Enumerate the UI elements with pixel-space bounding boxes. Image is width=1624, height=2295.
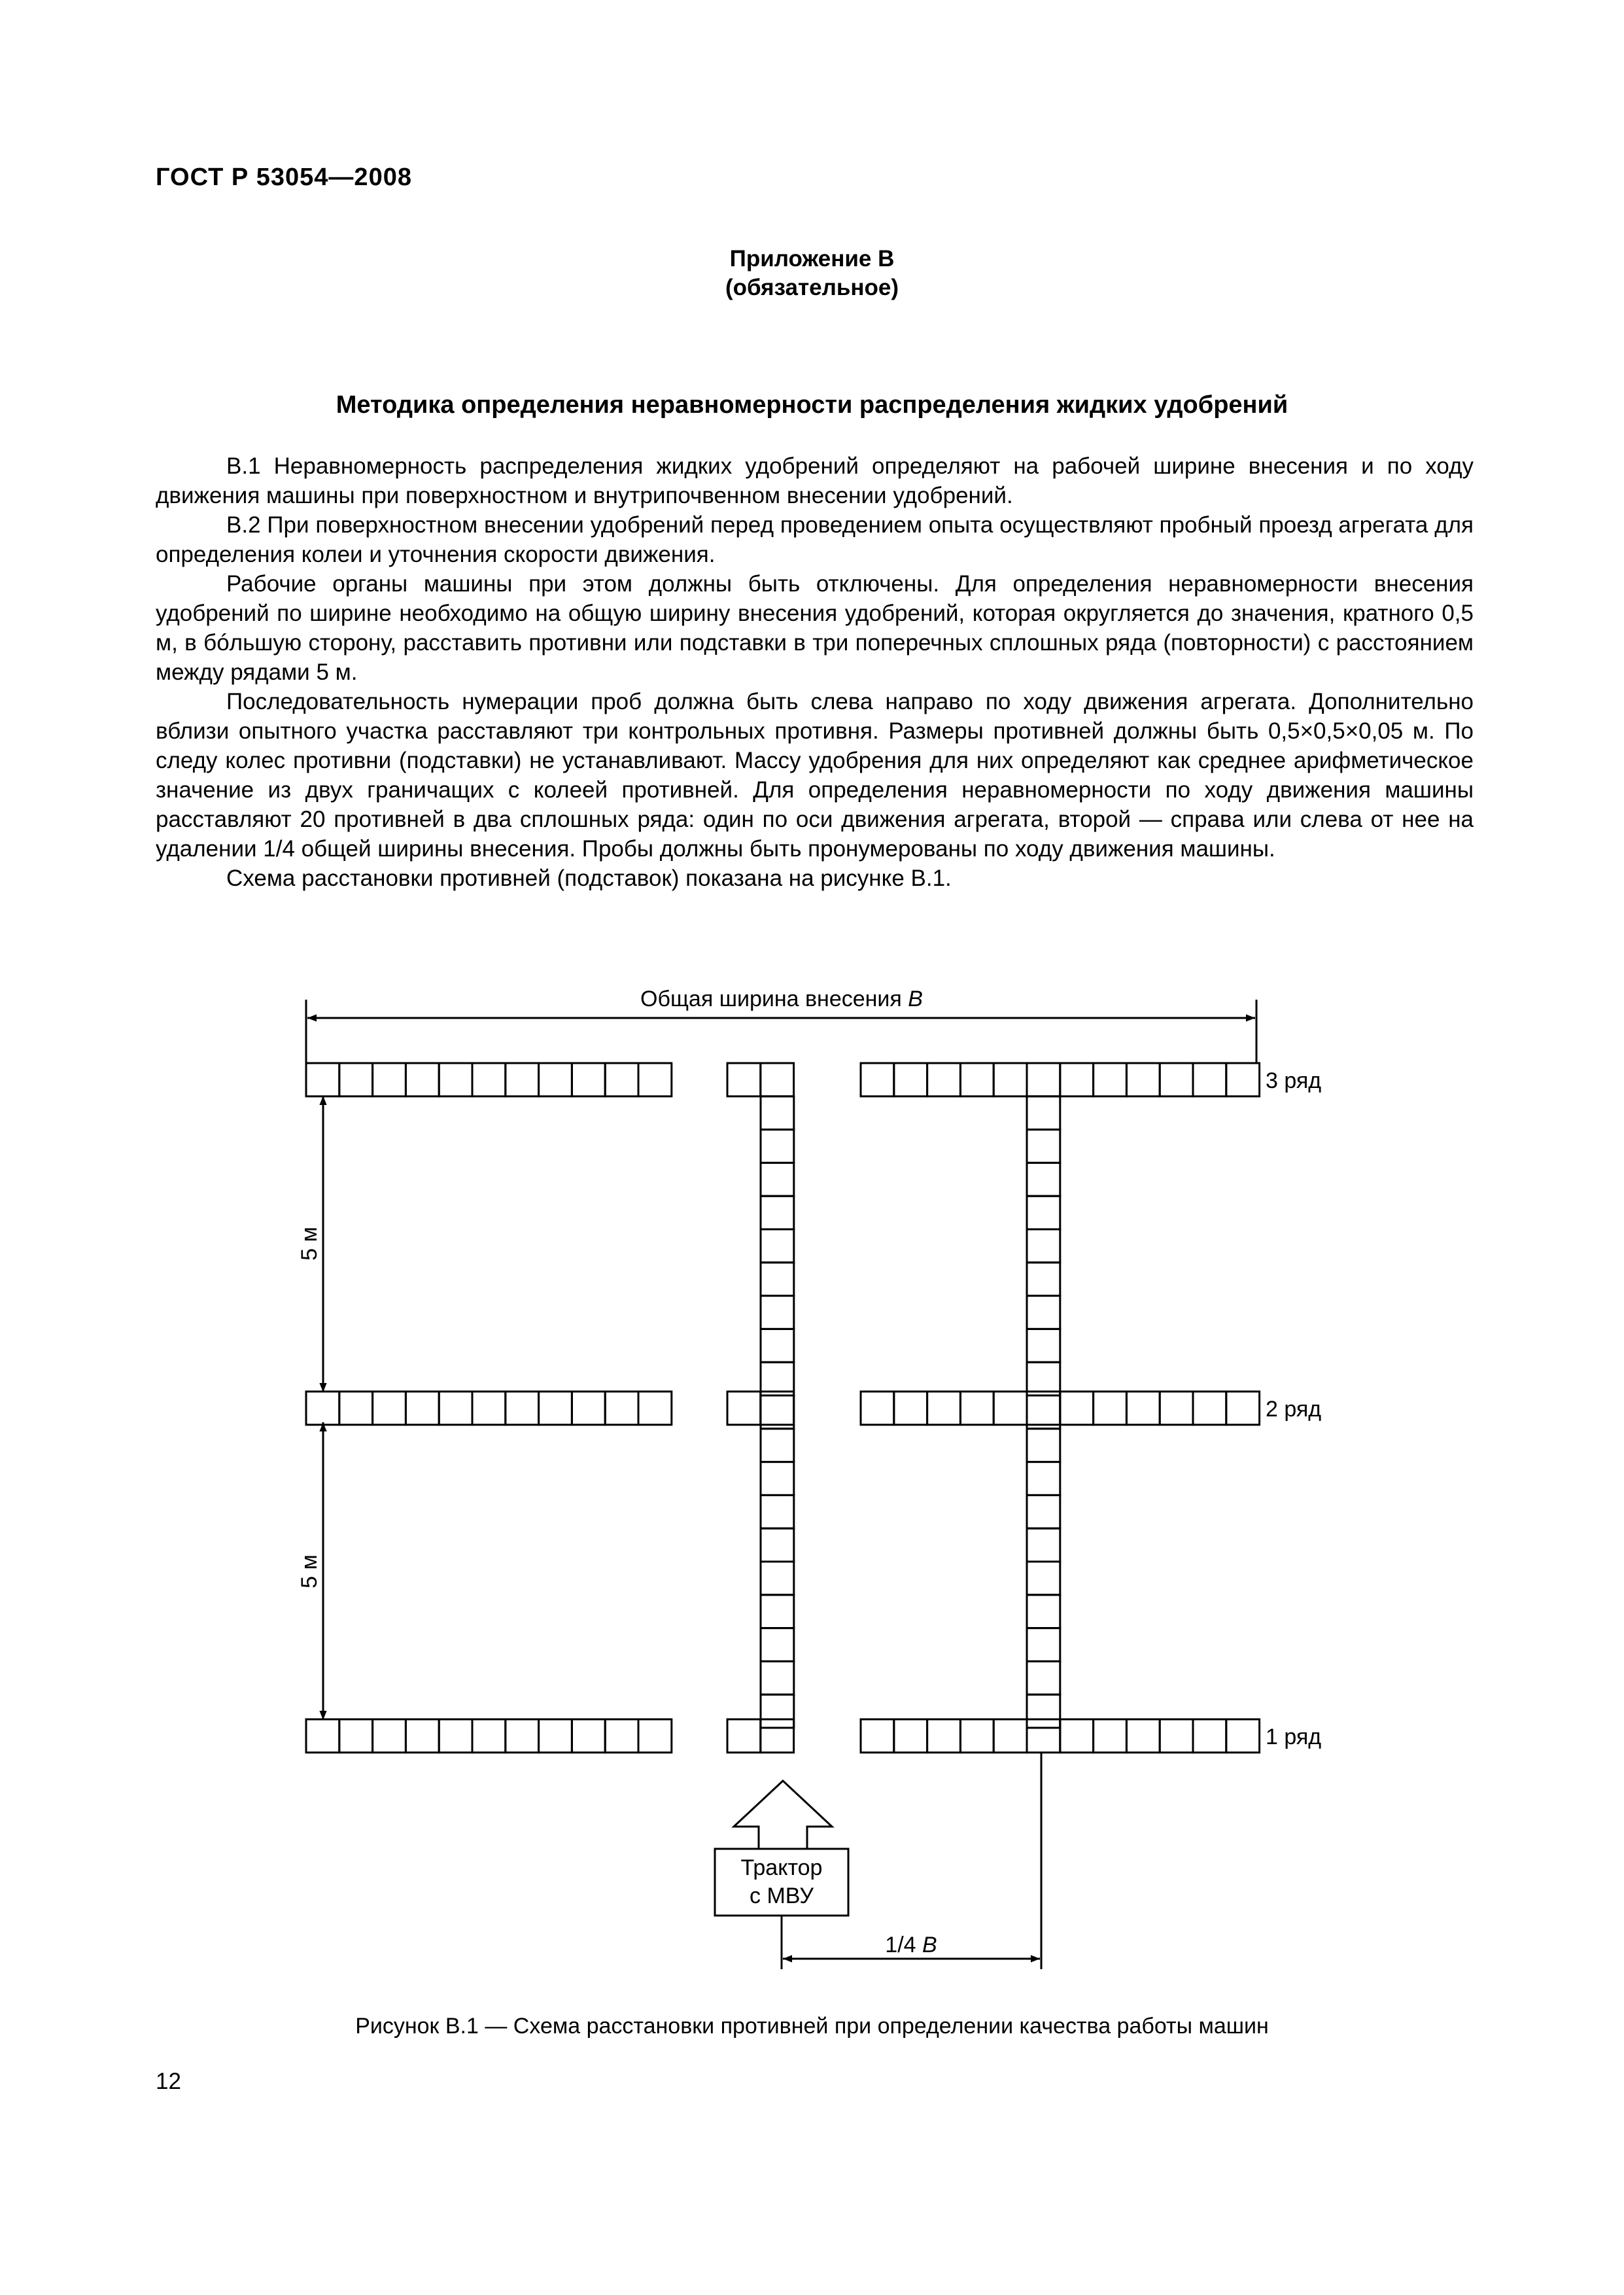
center-column-tray	[761, 1362, 794, 1395]
width-label: Общая ширина внесения В	[640, 987, 923, 1011]
row-1-left-tray	[605, 1719, 638, 1753]
row-1-right-tray	[960, 1719, 993, 1753]
offset-column-tray	[1027, 1130, 1060, 1163]
offset-column-tray	[1027, 1462, 1060, 1496]
offset-column-tray	[1027, 1429, 1060, 1462]
row-1-right-tray	[993, 1719, 1027, 1753]
row-1-left-tray	[506, 1719, 539, 1753]
row-2-left-tray	[506, 1392, 539, 1425]
row-3-left-tray	[339, 1063, 373, 1096]
center-column-tray	[761, 1694, 794, 1728]
row-2-right-tray	[861, 1392, 894, 1425]
row-3-left-tray	[605, 1063, 638, 1096]
offset-column-tray	[1027, 1196, 1060, 1229]
row-3-left-tray	[472, 1063, 506, 1096]
paragraph-3: Рабочие органы машины при этом должны быть отключены. Для определения неравномерности внесения удобрений по ширине необходимо на общую ширину внесения удобрений, которая округляется до значения, кратного 0,5 м, в бóльшую сторону, расставить противни или подставки в три поперечных сплошных ряда (повторности) с расстоянием между рядами 5 м.	[156, 571, 1474, 685]
row-1-right-tray	[1226, 1719, 1260, 1753]
center-column-tray	[761, 1130, 794, 1163]
row-1-left-tray	[373, 1719, 406, 1753]
row-3-left-tray	[439, 1063, 472, 1096]
row-1-center-tray	[761, 1719, 794, 1753]
row-2-right-tray	[927, 1392, 961, 1425]
page-number: 12	[156, 2069, 181, 2094]
row-3-right-tray	[1060, 1063, 1094, 1096]
document-header: ГОСТ Р 53054—2008	[156, 164, 412, 191]
offset-column-tray	[1027, 1628, 1060, 1662]
appendix-status: (обязательное)	[725, 275, 899, 300]
row-3-right-tray	[1193, 1063, 1226, 1096]
row-label-2: 2 ряд	[1266, 1397, 1322, 1422]
row-2-left-tray	[439, 1392, 472, 1425]
paragraph-5: Схема расстановки противней (подставок) показана на рисунке В.1.	[226, 866, 952, 891]
row-2-left-tray	[306, 1392, 339, 1425]
row-3-right-tray	[1226, 1063, 1260, 1096]
tray-grid	[306, 1063, 1260, 1753]
spacing-label-lower: 5 м	[297, 1554, 322, 1588]
row-2-left-tray	[539, 1392, 572, 1425]
center-column-tray	[761, 1528, 794, 1562]
offset-column-tray	[1027, 1495, 1060, 1528]
offset-label: 1/4 В	[885, 1933, 937, 1957]
row-label-3: 3 ряд	[1266, 1068, 1322, 1093]
offset-column-tray	[1027, 1263, 1060, 1296]
offset-column-tray	[1027, 1329, 1060, 1362]
row-2-left-tray	[638, 1392, 672, 1425]
row-1-left-tray	[339, 1719, 373, 1753]
row-3-right-tray	[993, 1063, 1027, 1096]
center-column-tray	[761, 1462, 794, 1496]
row-3-right-tray	[861, 1063, 894, 1096]
center-column-tray	[761, 1263, 794, 1296]
row-1-right-tray	[894, 1719, 927, 1753]
row-3-right-tray	[960, 1063, 993, 1096]
row-3-center-tray	[727, 1063, 761, 1096]
row-2-right-tray	[1060, 1392, 1094, 1425]
row-1-right-tray	[1126, 1719, 1160, 1753]
center-column-tray	[761, 1296, 794, 1329]
row-2-right-tray	[1126, 1392, 1160, 1425]
center-column-tray	[761, 1429, 794, 1462]
section-title: Методика определения неравномерности распределения жидких удобрений	[336, 391, 1288, 419]
row-1-left-tray	[406, 1719, 439, 1753]
tractor-label-line1: Трактор	[740, 1855, 823, 1880]
row-1-left-tray	[638, 1719, 672, 1753]
travel-direction-arrow	[734, 1781, 832, 1849]
center-column-tray	[761, 1595, 794, 1628]
center-column-tray	[761, 1628, 794, 1662]
figure-caption: Рисунок В.1 — Схема расстановки противней при определении качества работы машин	[355, 2014, 1269, 2039]
row-1-right-tray	[927, 1719, 961, 1753]
row-2-left-tray	[373, 1392, 406, 1425]
row-1-right-tray	[861, 1719, 894, 1753]
row-3-left-tray	[406, 1063, 439, 1096]
offset-column-tray	[1027, 1362, 1060, 1395]
center-column-tray	[761, 1229, 794, 1263]
row-1-left-tray	[472, 1719, 506, 1753]
row-2-right-tray	[960, 1392, 993, 1425]
offset-column-tray	[1027, 1528, 1060, 1562]
offset-column-tray	[1027, 1229, 1060, 1263]
tractor-label-line2: с МВУ	[750, 1883, 814, 1908]
row-2-left-tray	[472, 1392, 506, 1425]
paragraph-2: В.2 При поверхностном внесении удобрений перед проведением опыта осуществляют пробный проезд агрегата для определения колеи и уточнения скорости движения.	[156, 512, 1474, 567]
row-2-right-tray	[1160, 1392, 1193, 1425]
row-2-right-tray	[894, 1392, 927, 1425]
center-column-tray	[761, 1096, 794, 1130]
center-column-tray	[761, 1495, 794, 1528]
paragraph-4: Последовательность нумерации проб должна быть слева направо по ходу движения агрегата. Дополнительно вблизи опытного участка расставляют три контрольных противня. Размеры противней должны быть 0,5×0,5×0,05 м. По следу колес противни (подставки) не устанавливают. Массу удобрения для них определяют как среднее арифметическое значение из двух граничащих с колеей противней. Для определения неравномерности по ходу движения машины расставляют 20 противней в два сплошных ряда: один по оси движения агрегата, второй — справа или слева от нее на удалении 1/4 общей ширины внесения. Пробы должны быть пронумерованы по ходу движения машины.	[156, 689, 1474, 862]
row-3-left-tray	[373, 1063, 406, 1096]
row-2-right-tray	[1027, 1392, 1060, 1425]
row-1-left-tray	[439, 1719, 472, 1753]
row-3-left-tray	[306, 1063, 339, 1096]
row-2-right-tray	[1193, 1392, 1226, 1425]
row-label-1: 1 ряд	[1266, 1725, 1322, 1749]
row-1-center-tray	[727, 1719, 761, 1753]
center-column-tray	[761, 1163, 794, 1196]
row-2-left-tray	[605, 1392, 638, 1425]
offset-column-tray	[1027, 1661, 1060, 1694]
center-column-tray	[761, 1395, 794, 1429]
row-1-right-tray	[1094, 1719, 1127, 1753]
row-1-right-tray	[1160, 1719, 1193, 1753]
row-1-left-tray	[539, 1719, 572, 1753]
center-column-tray	[761, 1329, 794, 1362]
row-2-right-tray	[1094, 1392, 1127, 1425]
center-column-tray	[761, 1562, 794, 1595]
offset-column-tray	[1027, 1562, 1060, 1595]
row-2-center-tray	[727, 1392, 761, 1425]
row-3-left-tray	[572, 1063, 605, 1096]
spacing-label-upper: 5 м	[297, 1227, 322, 1261]
row-3-left-tray	[638, 1063, 672, 1096]
offset-column-tray	[1027, 1694, 1060, 1728]
offset-column-tray	[1027, 1395, 1060, 1429]
row-3-left-tray	[506, 1063, 539, 1096]
offset-column-tray	[1027, 1163, 1060, 1196]
center-column-tray	[761, 1196, 794, 1229]
row-2-left-tray	[572, 1392, 605, 1425]
row-3-right-tray	[1160, 1063, 1193, 1096]
row-2-right-tray	[993, 1392, 1027, 1425]
row-2-right-tray	[1226, 1392, 1260, 1425]
row-1-right-tray	[1193, 1719, 1226, 1753]
offset-column-tray	[1027, 1296, 1060, 1329]
row-2-left-tray	[339, 1392, 373, 1425]
row-2-center-tray	[761, 1392, 794, 1425]
row-3-center-tray	[761, 1063, 794, 1096]
center-column-tray	[761, 1661, 794, 1694]
row-3-right-tray	[927, 1063, 961, 1096]
row-3-right-tray	[1094, 1063, 1127, 1096]
row-3-right-tray	[1126, 1063, 1160, 1096]
row-3-left-tray	[539, 1063, 572, 1096]
row-1-right-tray	[1027, 1719, 1060, 1753]
row-1-left-tray	[572, 1719, 605, 1753]
row-3-right-tray	[1027, 1063, 1060, 1096]
row-2-left-tray	[406, 1392, 439, 1425]
row-1-right-tray	[1060, 1719, 1094, 1753]
row-3-right-tray	[894, 1063, 927, 1096]
paragraph-1: В.1 Неравномерность распределения жидких удобрений определяют на рабочей ширине внесения и по ходу движения машины при поверхностном и внутрипочвенном внесении удобрений.	[156, 453, 1474, 508]
offset-column-tray	[1027, 1096, 1060, 1130]
offset-column-tray	[1027, 1595, 1060, 1628]
appendix-title: Приложение В	[729, 246, 895, 272]
row-1-left-tray	[306, 1719, 339, 1753]
